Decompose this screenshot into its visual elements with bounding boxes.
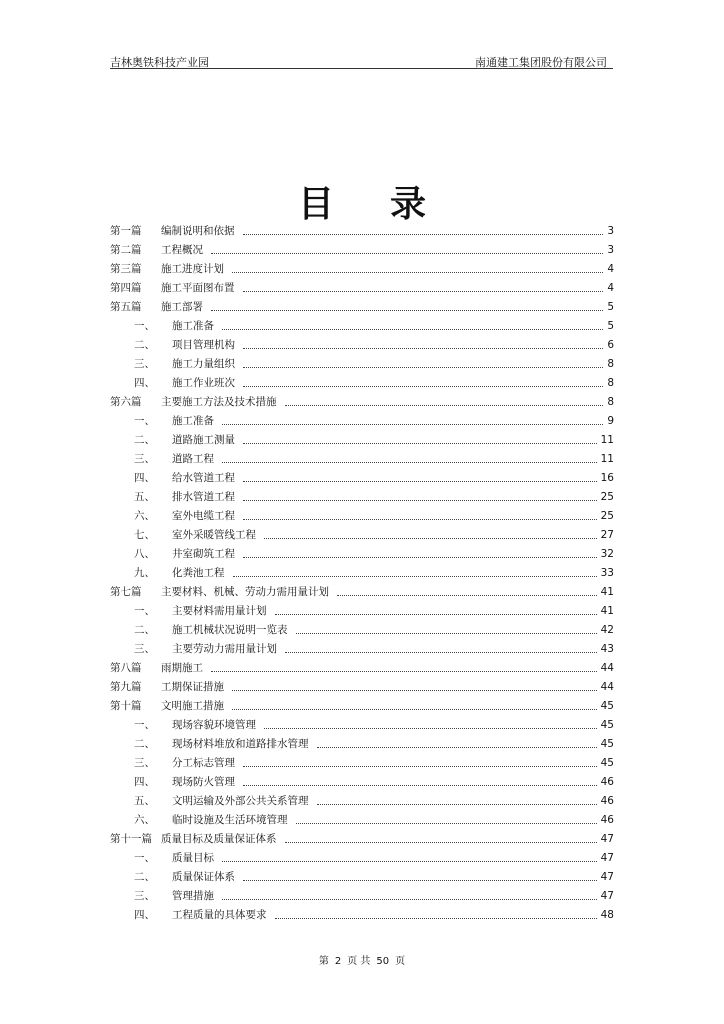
- toc-page-number: 32: [600, 548, 614, 560]
- toc-chapter-entry[interactable]: [110, 222, 616, 241]
- toc-page-number: 48: [600, 909, 614, 921]
- toc-page-number: 25: [600, 510, 614, 522]
- toc-section-entry[interactable]: [110, 602, 616, 621]
- toc-section-number: 六、: [134, 510, 155, 522]
- toc-page-number: 41: [600, 605, 614, 617]
- toc-section-number: 一、: [134, 415, 155, 427]
- toc-section-number: 三、: [134, 358, 155, 370]
- toc-entry-title: 施工作业班次: [172, 377, 235, 389]
- toc-dot-leader: [232, 678, 597, 691]
- toc-page-number: 4: [607, 263, 614, 275]
- toc-dot-leader: [285, 830, 597, 843]
- toc-dot-leader: [222, 849, 597, 862]
- toc-chapter-entry[interactable]: [110, 678, 616, 697]
- toc-dot-leader: [243, 868, 597, 881]
- toc-chapter-entry[interactable]: [110, 830, 616, 849]
- toc-chapter-entry[interactable]: [110, 697, 616, 716]
- toc-dot-leader: [232, 697, 597, 710]
- toc-chapter-label: 第七篇: [110, 586, 142, 598]
- toc-entry-title: 工程质量的具体要求: [172, 909, 267, 921]
- toc-page-number: 6: [607, 339, 614, 351]
- toc-section-number: 四、: [134, 909, 155, 921]
- toc-section-entry[interactable]: [110, 488, 616, 507]
- toc-section-number: 三、: [134, 453, 155, 465]
- toc-dot-leader: [243, 754, 597, 767]
- toc-entry-title: 分工标志管理: [172, 757, 235, 769]
- toc-dot-leader: [296, 811, 597, 824]
- toc-section-entry[interactable]: [110, 374, 616, 393]
- toc-section-entry[interactable]: [110, 754, 616, 773]
- toc-page-number: 45: [600, 700, 614, 712]
- toc-dot-leader: [285, 393, 603, 406]
- toc-entry-title: 工程概况: [161, 244, 203, 256]
- toc-entry-title: 施工力量组织: [172, 358, 235, 370]
- toc-chapter-label: 第五篇: [110, 301, 142, 313]
- toc-section-number: 五、: [134, 795, 155, 807]
- toc-page-number: 3: [607, 244, 614, 256]
- toc-dot-leader: [296, 621, 597, 634]
- toc-chapter-label: 第一篇: [110, 225, 142, 237]
- toc-entry-title: 雨期施工: [161, 662, 203, 674]
- toc-page-number: 25: [600, 491, 614, 503]
- toc-section-number: 一、: [134, 852, 155, 864]
- toc-entry-title: 室外采暖管线工程: [172, 529, 256, 541]
- toc-entry-title: 文明施工措施: [161, 700, 224, 712]
- toc-page-number: 33: [600, 567, 614, 579]
- toc-entry-title: 道路工程: [172, 453, 214, 465]
- toc-section-number: 一、: [134, 605, 155, 617]
- toc-dot-leader: [222, 412, 603, 425]
- toc-dot-leader: [317, 735, 597, 748]
- toc-entry-title: 现场容貌环境管理: [172, 719, 256, 731]
- toc-dot-leader: [222, 450, 597, 463]
- toc-entry-title: 现场防火管理: [172, 776, 235, 788]
- page-header: [110, 52, 613, 69]
- toc-section-number: 二、: [134, 624, 155, 636]
- toc-section-entry[interactable]: [110, 317, 616, 336]
- toc-dot-leader: [317, 792, 597, 805]
- toc-entry-title: 施工机械状况说明一览表: [172, 624, 288, 636]
- toc-entry-title: 主要材料、机械、劳动力需用量计划: [161, 586, 329, 598]
- toc-section-entry[interactable]: [110, 545, 616, 564]
- toc-dot-leader: [243, 355, 603, 368]
- toc-dot-leader: [243, 336, 603, 349]
- toc-section-entry[interactable]: [110, 526, 616, 545]
- toc-entry-title: 给水管道工程: [172, 472, 235, 484]
- toc-section-entry[interactable]: [110, 355, 616, 374]
- toc-chapter-label: 第九篇: [110, 681, 142, 693]
- toc-dot-leader: [243, 374, 603, 387]
- toc-page-number: 46: [600, 814, 614, 826]
- toc-page-number: 45: [600, 738, 614, 750]
- toc-dot-leader: [337, 583, 597, 596]
- toc-section-number: 九、: [134, 567, 155, 579]
- toc-page-number: 45: [600, 757, 614, 769]
- toc-entry-title: 文明运输及外部公共关系管理: [172, 795, 309, 807]
- toc-chapter-entry[interactable]: [110, 393, 616, 412]
- toc-page-number: 5: [607, 320, 614, 332]
- toc-page-number: 4: [607, 282, 614, 294]
- table-of-contents: [110, 222, 616, 925]
- toc-page-number: 47: [600, 890, 614, 902]
- toc-section-entry[interactable]: [110, 773, 616, 792]
- toc-dot-leader: [243, 488, 597, 501]
- toc-section-entry[interactable]: [110, 507, 616, 526]
- toc-page-number: 3: [607, 225, 614, 237]
- toc-entry-title: 施工准备: [172, 320, 214, 332]
- toc-entry-title: 编制说明和依据: [161, 225, 235, 237]
- toc-section-entry[interactable]: [110, 868, 616, 887]
- toc-entry-title: 排水管道工程: [172, 491, 235, 503]
- toc-entry-title: 质量目标及质量保证体系: [161, 833, 277, 845]
- page-footer: [0, 952, 724, 967]
- toc-section-entry[interactable]: [110, 469, 616, 488]
- toc-page-number: 47: [600, 852, 614, 864]
- toc-entry-title: 主要材料需用量计划: [172, 605, 267, 617]
- toc-section-entry[interactable]: [110, 450, 616, 469]
- toc-dot-leader: [275, 906, 597, 919]
- toc-section-number: 七、: [134, 529, 155, 541]
- toc-page-number: 27: [600, 529, 614, 541]
- footer-pre: 第: [318, 956, 329, 967]
- toc-page-number: 11: [600, 434, 614, 446]
- toc-section-entry[interactable]: [110, 412, 616, 431]
- toc-dot-leader: [243, 431, 597, 444]
- toc-entry-title: 施工准备: [172, 415, 214, 427]
- toc-chapter-label: 第二篇: [110, 244, 142, 256]
- toc-section-number: 三、: [134, 757, 155, 769]
- toc-page-number: 8: [607, 396, 614, 408]
- toc-entry-title: 项目管理机构: [172, 339, 235, 351]
- toc-page-number: 47: [600, 833, 614, 845]
- toc-chapter-label: 第三篇: [110, 263, 142, 275]
- toc-section-entry[interactable]: [110, 431, 616, 450]
- toc-dot-leader: [211, 298, 603, 311]
- toc-entry-title: 主要施工方法及技术措施: [161, 396, 277, 408]
- toc-entry-title: 井室砌筑工程: [172, 548, 235, 560]
- toc-page-number: 45: [600, 719, 614, 731]
- toc-section-entry[interactable]: [110, 887, 616, 906]
- toc-entry-title: 化粪池工程: [172, 567, 225, 579]
- toc-entry-title: 施工平面图布置: [161, 282, 235, 294]
- footer-total-pages: 50: [376, 956, 390, 967]
- toc-dot-leader: [211, 241, 603, 254]
- toc-dot-leader: [243, 469, 597, 482]
- toc-chapter-label: 第四篇: [110, 282, 142, 294]
- toc-entry-title: 施工进度计划: [161, 263, 224, 275]
- toc-section-number: 三、: [134, 643, 155, 655]
- toc-chapter-entry[interactable]: [110, 298, 616, 317]
- toc-section-entry[interactable]: [110, 640, 616, 659]
- toc-entry-title: 管理措施: [172, 890, 214, 902]
- toc-chapter-entry[interactable]: [110, 583, 616, 602]
- toc-page-number: 44: [600, 662, 614, 674]
- toc-chapter-label: 第六篇: [110, 396, 142, 408]
- toc-section-number: 二、: [134, 871, 155, 883]
- toc-page-number: 11: [600, 453, 614, 465]
- toc-section-number: 三、: [134, 890, 155, 902]
- toc-section-entry[interactable]: [110, 336, 616, 355]
- toc-section-number: 八、: [134, 548, 155, 560]
- toc-dot-leader: [243, 773, 597, 786]
- footer-page-number: 2: [334, 956, 342, 967]
- toc-dot-leader: [232, 260, 603, 273]
- toc-dot-leader: [275, 602, 597, 615]
- toc-chapter-entry[interactable]: [110, 659, 616, 678]
- toc-section-number: 二、: [134, 339, 155, 351]
- toc-chapter-label: 第十一篇: [110, 833, 152, 845]
- toc-section-number: 四、: [134, 472, 155, 484]
- toc-section-entry[interactable]: [110, 621, 616, 640]
- toc-dot-leader: [285, 640, 597, 653]
- toc-dot-leader: [243, 222, 603, 235]
- toc-entry-title: 临时设施及生活环境管理: [172, 814, 288, 826]
- toc-section-number: 六、: [134, 814, 155, 826]
- toc-dot-leader: [243, 545, 597, 558]
- toc-page-number: 9: [607, 415, 614, 427]
- toc-page-number: 8: [607, 358, 614, 370]
- footer-mid: 页 共: [347, 956, 371, 967]
- toc-page-number: 46: [600, 776, 614, 788]
- toc-section-number: 二、: [134, 434, 155, 446]
- toc-section-number: 四、: [134, 776, 155, 788]
- toc-page-number: 8: [607, 377, 614, 389]
- toc-section-entry[interactable]: [110, 792, 616, 811]
- toc-section-entry[interactable]: [110, 564, 616, 583]
- toc-page-number: 43: [600, 643, 614, 655]
- toc-chapter-entry[interactable]: [110, 279, 616, 298]
- toc-chapter-entry[interactable]: [110, 241, 616, 260]
- toc-section-number: 二、: [134, 738, 155, 750]
- toc-section-number: 一、: [134, 320, 155, 332]
- toc-dot-leader: [243, 279, 603, 292]
- toc-page-number: 44: [600, 681, 614, 693]
- toc-section-entry[interactable]: [110, 849, 616, 868]
- toc-entry-title: 质量目标: [172, 852, 214, 864]
- toc-entry-title: 工期保证措施: [161, 681, 224, 693]
- footer-post: 页: [395, 956, 406, 967]
- toc-dot-leader: [264, 526, 597, 539]
- toc-dot-leader: [264, 716, 597, 729]
- header-company-name: 南通建工集团股份有限公司: [475, 56, 607, 69]
- toc-entry-title: 现场材料堆放和道路排水管理: [172, 738, 309, 750]
- toc-section-entry[interactable]: [110, 906, 616, 925]
- toc-chapter-entry[interactable]: [110, 260, 616, 279]
- toc-page-number: 16: [600, 472, 614, 484]
- toc-section-entry[interactable]: [110, 716, 616, 735]
- toc-entry-title: 室外电缆工程: [172, 510, 235, 522]
- toc-page-number: 46: [600, 795, 614, 807]
- toc-chapter-label: 第十篇: [110, 700, 142, 712]
- toc-dot-leader: [222, 887, 597, 900]
- toc-dot-leader: [243, 507, 597, 520]
- toc-section-entry[interactable]: [110, 811, 616, 830]
- toc-page-number: 41: [600, 586, 614, 598]
- toc-dot-leader: [222, 317, 603, 330]
- toc-section-number: 一、: [134, 719, 155, 731]
- toc-page-number: 5: [607, 301, 614, 313]
- page-title: 目录: [297, 184, 482, 225]
- toc-entry-title: 施工部署: [161, 301, 203, 313]
- toc-section-number: 四、: [134, 377, 155, 389]
- toc-dot-leader: [233, 564, 597, 577]
- toc-section-entry[interactable]: [110, 735, 616, 754]
- toc-chapter-label: 第八篇: [110, 662, 142, 674]
- toc-page-number: 47: [600, 871, 614, 883]
- toc-entry-title: 质量保证体系: [172, 871, 235, 883]
- toc-entry-title: 主要劳动力需用量计划: [172, 643, 277, 655]
- toc-page-number: 42: [600, 624, 614, 636]
- toc-entry-title: 道路施工测量: [172, 434, 235, 446]
- toc-dot-leader: [211, 659, 597, 672]
- toc-section-number: 五、: [134, 491, 155, 503]
- header-project-name: 吉林奥铁科技产业园: [110, 56, 209, 69]
